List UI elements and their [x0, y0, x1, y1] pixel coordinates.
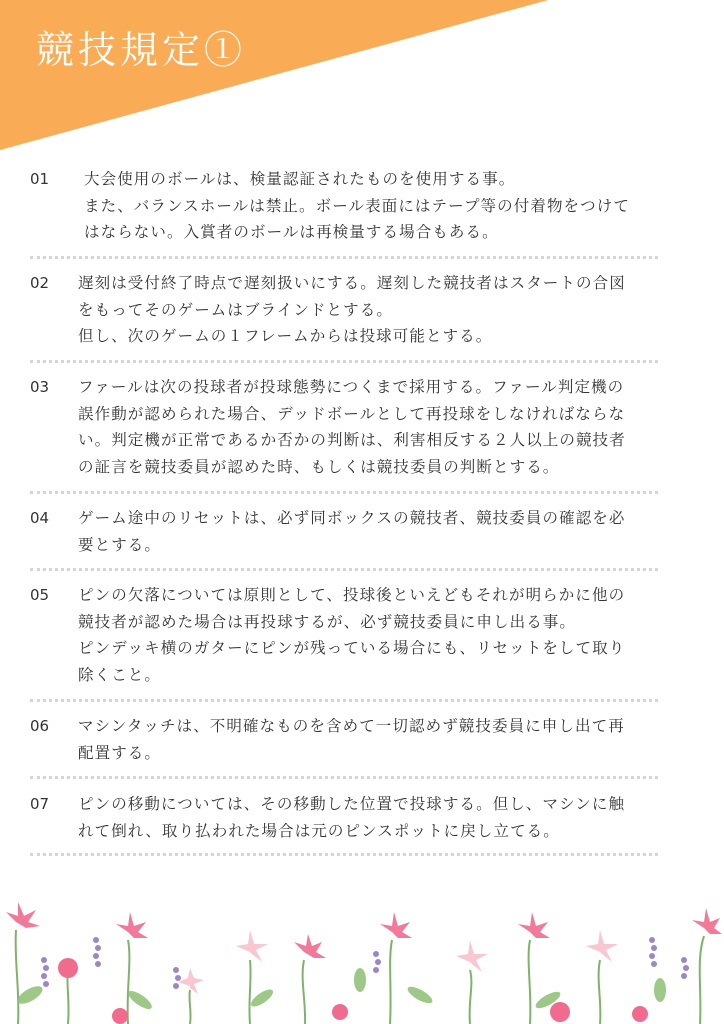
page-title: 競技規定①: [36, 28, 247, 72]
rule-line: 遅刻は受付終了時点で遅刻扱いにする。遅刻した競技者はスタートの合図: [78, 274, 626, 292]
rule-line: の証言を競技委員が認めた時、もしくは競技委員の判断とする。: [78, 457, 560, 476]
rule-number: 01: [30, 170, 50, 188]
rule-line: ピンの移動については、その移動した位置で投球する。但し、マシンに触: [78, 795, 626, 813]
rule-text: [78, 374, 690, 480]
rule-line: ピンの欠落については原則として、投球後といえどもそれが明らかに他の: [78, 586, 626, 604]
rule-line: い。判定機が正常であるか否かの判断は、利害相反する２人以上の競技者: [78, 431, 626, 449]
rule-line: はならない。入賞者のボールは再検量する場合もある。: [84, 223, 499, 241]
rule-number: 04: [30, 509, 50, 527]
rule-number: 07: [30, 795, 50, 813]
lily-flowers-group: [6, 902, 722, 1024]
rule-text: [78, 270, 690, 350]
divider: [30, 776, 658, 779]
rule-text: [84, 166, 696, 246]
rule-line: 競技者が認めた場合は再投球するが、必ず競技委員に申し出る事。: [78, 612, 577, 631]
rule-line: 但し、次のゲームの１フレームからは投球可能とする。: [78, 327, 493, 345]
rule-text: [78, 582, 690, 688]
rule-line: ゲーム途中のリセットは、必ず同ボックスの競技者、競技委員の確認を必: [78, 509, 626, 527]
banner-shape: [0, 0, 548, 150]
rule-number: 06: [30, 717, 50, 735]
rule-line: 除くこと。: [78, 665, 162, 684]
rule-line: ファールは次の投球者が投球態勢につくまで採用する。ファール判定機の: [78, 378, 625, 396]
rule-number: 03: [30, 378, 50, 396]
rule-line: 配置する。: [78, 743, 162, 762]
rule-line: 大会使用のボールは、検量認証されたものを使用する事。: [84, 170, 516, 188]
divider: [30, 568, 658, 571]
divider: [30, 491, 658, 494]
rule-line: 要とする。: [78, 535, 162, 554]
rule-number: 05: [30, 586, 50, 604]
header-banner: [0, 0, 724, 160]
divider: [30, 256, 658, 259]
rule-text: [78, 791, 690, 844]
rule-line: 誤作動が認められた場合、デッドボールとして再投球をしなければならな: [78, 404, 626, 423]
rule-line: をもってそのゲームはブラインドとする。: [78, 300, 393, 319]
divider: [30, 699, 658, 702]
rule-line: また、バランスホールは禁止。ボール表面にはテープ等の付着物をつけて: [84, 196, 630, 215]
rule-line: れて倒れ、取り払われた場合は元のピンスポットに戻し立てる。: [78, 821, 560, 840]
divider: [30, 853, 658, 856]
rule-line: ピンデッキ横のガターにピンが残っている場合にも、リセットをして取り: [78, 639, 626, 657]
divider: [30, 360, 658, 363]
rule-text: [78, 505, 690, 558]
rule-number: 02: [30, 274, 50, 292]
flower-decoration: [0, 900, 724, 1024]
rule-text: [78, 713, 690, 766]
rule-line: マシンタッチは、不明確なものを含めて一切認めず競技委員に申し出て再: [78, 717, 625, 735]
